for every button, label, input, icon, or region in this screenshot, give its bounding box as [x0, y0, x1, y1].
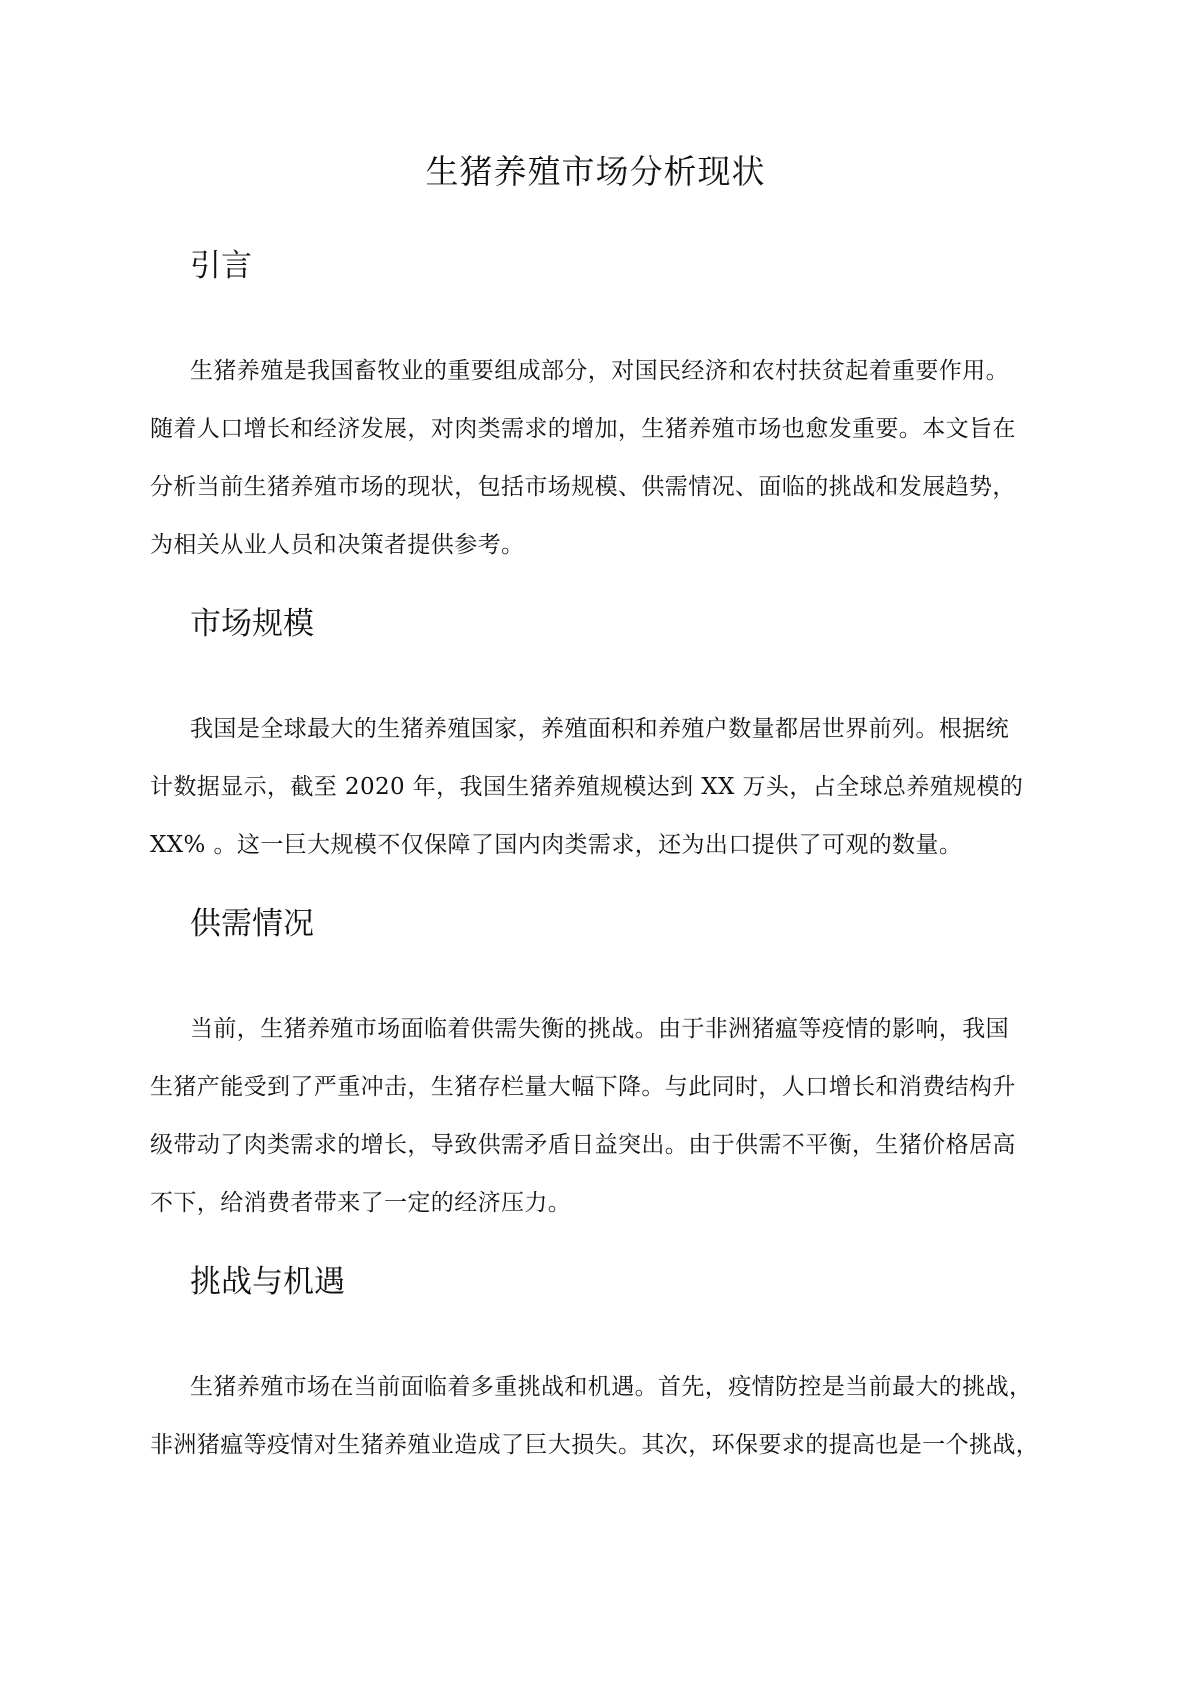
paragraph-line: 为相关从业人员和决策者提供参考。	[150, 532, 525, 558]
paragraph-line: 不下，给消费者带来了一定的经济压力。	[150, 1190, 572, 1216]
paragraph-line: 当前，生猪养殖市场面临着供需失衡的挑战。由于非洲猪瘟等疫情的影响，我国	[190, 1016, 1009, 1042]
section-heading-introduction: 引言	[190, 248, 252, 284]
section-heading-supply-demand: 供需情况	[190, 906, 314, 942]
paragraph-line: 生猪产能受到了严重冲击，生猪存栏量大幅下降。与此同时，人口增长和消费结构升	[150, 1074, 1016, 1100]
paragraph-line: 生猪养殖是我国畜牧业的重要组成部分，对国民经济和农村扶贫起着重要作用。	[190, 358, 1009, 384]
paragraph-line: XX% 。这一巨大规模不仅保障了国内肉类需求，还为出口提供了可观的数量。	[150, 832, 963, 858]
paragraph-line: 计数据显示，截至 2020 年，我国生猪养殖规模达到 XX 万头，占全球总养殖规模的	[150, 774, 1024, 800]
paragraph-line: 生猪养殖市场在当前面临着多重挑战和机遇。首先，疫情防控是当前最大的挑战，	[190, 1374, 1033, 1400]
paragraph-line: 我国是全球最大的生猪养殖国家，养殖面积和养殖户数量都居世界前列。根据统	[190, 716, 1009, 742]
document-title: 生猪养殖市场分析现状	[425, 152, 766, 191]
paragraph-line: 级带动了肉类需求的增长，导致供需矛盾日益突出。由于供需不平衡，生猪价格居高	[150, 1132, 1016, 1158]
section-heading-market-size: 市场规模	[190, 606, 314, 642]
paragraph-line: 分析当前生猪养殖市场的现状，包括市场规模、供需情况、面临的挑战和发展趋势，	[150, 474, 1016, 500]
paragraph-line: 非洲猪瘟等疫情对生猪养殖业造成了巨大损失。其次，环保要求的提高也是一个挑战，	[150, 1432, 1040, 1458]
section-heading-challenges-opportunities: 挑战与机遇	[190, 1264, 345, 1300]
paragraph-line: 随着人口增长和经济发展，对肉类需求的增加，生猪养殖市场也愈发重要。本文旨在	[150, 416, 1016, 442]
